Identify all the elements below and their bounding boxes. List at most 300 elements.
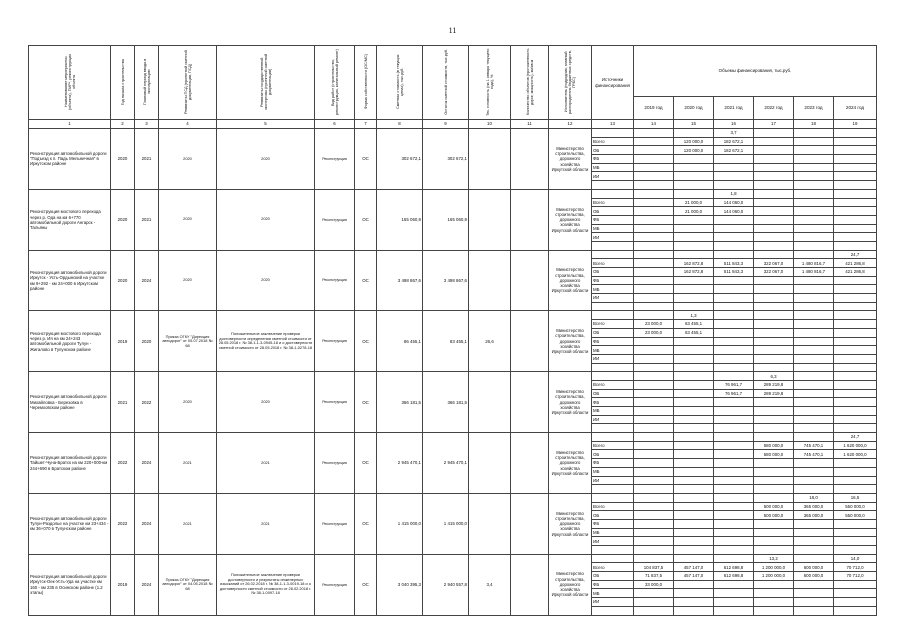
work-type: Реконструкция bbox=[315, 433, 355, 494]
funding-amount bbox=[754, 285, 794, 294]
funding-amount bbox=[714, 285, 754, 294]
funding-amount-blank bbox=[634, 546, 674, 555]
remaining-cost: 83 455,1 bbox=[423, 311, 469, 372]
project-row bbox=[29, 493, 877, 502]
commissioning-year: 2021 bbox=[135, 189, 159, 250]
funding-amount-blank bbox=[634, 181, 674, 190]
funding-amount: 63 455,1 bbox=[674, 328, 714, 337]
funding-amount: 365 000,0 bbox=[794, 502, 834, 511]
project-name: Реконструкция автомобильной дороги Тайшет-Чуна-Братск на км 220+000-км 244+690 в Братском районе bbox=[29, 433, 111, 494]
funding-amount: 457 147,0 bbox=[674, 572, 714, 581]
expertise-details: 2020 bbox=[217, 250, 315, 311]
source-blank bbox=[592, 129, 634, 138]
funding-source: МБ bbox=[592, 224, 634, 233]
funding-amount bbox=[834, 415, 877, 424]
year-share-percent: 16,5 bbox=[834, 493, 877, 502]
funding-amount-blank bbox=[674, 424, 714, 433]
year-share-percent bbox=[834, 311, 877, 320]
funding-amount bbox=[834, 467, 877, 476]
funding-amount-blank bbox=[834, 363, 877, 372]
remaining-cost: 1 415 000,0 bbox=[423, 493, 469, 554]
capacity bbox=[511, 129, 549, 190]
funding-amount bbox=[674, 519, 714, 528]
funding-source: ОБ bbox=[592, 268, 634, 277]
column-number: 18 bbox=[794, 120, 834, 129]
funding-amount bbox=[794, 389, 834, 398]
start-year: 2019 bbox=[111, 554, 135, 615]
funding-amount bbox=[794, 172, 834, 181]
column-number: 13 bbox=[592, 120, 634, 129]
funding-amount bbox=[754, 224, 794, 233]
funding-amount: 144 060,0 bbox=[714, 198, 754, 207]
funding-amount bbox=[634, 268, 674, 277]
funding-source: ФБ bbox=[592, 276, 634, 285]
start-year: 2020 bbox=[111, 129, 135, 190]
funding-amount bbox=[794, 215, 834, 224]
funding-amount: 500 000,0 bbox=[754, 511, 794, 520]
funding-amount bbox=[834, 285, 877, 294]
funding-amount-blank bbox=[834, 546, 877, 555]
funding-amount-blank bbox=[834, 485, 877, 494]
estimated-cost: 86 455,1 bbox=[377, 311, 423, 372]
funding-source: Всего bbox=[592, 380, 634, 389]
funding-amount bbox=[674, 511, 714, 520]
funding-amount bbox=[834, 407, 877, 416]
executor: Министерство строительства, дорожного хозяйства Иркутской области bbox=[549, 554, 592, 615]
funding-amount bbox=[674, 337, 714, 346]
commissioning-year: 2024 bbox=[135, 250, 159, 311]
column-number: 4 bbox=[159, 120, 217, 129]
source-blank bbox=[592, 250, 634, 259]
funding-amount bbox=[674, 172, 714, 181]
funding-amount bbox=[754, 476, 794, 485]
funding-amount bbox=[634, 407, 674, 416]
funding-source: ФБ bbox=[592, 398, 634, 407]
funding-amount: 1 620 000,0 bbox=[834, 441, 877, 450]
readiness-percent: 3,4 bbox=[469, 554, 511, 615]
funding-amount bbox=[634, 294, 674, 303]
expertise-details: 2021 bbox=[217, 433, 315, 494]
funding-amount bbox=[834, 172, 877, 181]
column-number: 17 bbox=[754, 120, 794, 129]
funding-amount: 76 961,7 bbox=[714, 380, 754, 389]
year-share-percent bbox=[634, 311, 674, 320]
funding-amount bbox=[714, 172, 754, 181]
source-blank bbox=[592, 554, 634, 563]
work-type: Реконструкция bbox=[315, 129, 355, 190]
start-year: 2019 bbox=[111, 311, 135, 372]
funding-amount-blank bbox=[754, 241, 794, 250]
year-share-percent: 14,0 bbox=[834, 554, 877, 563]
funding-amount: 289 219,8 bbox=[754, 380, 794, 389]
header-year: 2021 год bbox=[714, 97, 754, 120]
funding-amount bbox=[714, 415, 754, 424]
funding-amount bbox=[634, 285, 674, 294]
funding-amount bbox=[834, 163, 877, 172]
funding-amount bbox=[834, 537, 877, 546]
column-number: 14 bbox=[634, 120, 674, 129]
funding-amount-blank bbox=[754, 181, 794, 190]
source-blank bbox=[592, 372, 634, 381]
funding-amount bbox=[714, 337, 754, 346]
psd-details: Приказ ОГКУ "Дирекция автодорог" от 05.07.2018 № 68 bbox=[159, 311, 217, 372]
funding-amount bbox=[634, 233, 674, 242]
funding-amount: 289 219,8 bbox=[754, 389, 794, 398]
funding-amount bbox=[714, 528, 754, 537]
year-share-percent bbox=[794, 250, 834, 259]
psd-details: 2020 bbox=[159, 250, 217, 311]
funding-amount bbox=[714, 398, 754, 407]
funding-amount bbox=[834, 146, 877, 155]
column-number: 9 bbox=[423, 120, 469, 129]
ownership: ОС bbox=[355, 493, 377, 554]
funding-amount bbox=[794, 320, 834, 329]
funding-amount bbox=[834, 328, 877, 337]
funding-amount bbox=[794, 198, 834, 207]
funding-source: Всего bbox=[592, 198, 634, 207]
funding-source: ОБ bbox=[592, 207, 634, 216]
psd-details: 2020 bbox=[159, 129, 217, 190]
source-blank bbox=[592, 433, 634, 442]
funding-amount bbox=[714, 441, 754, 450]
project-row bbox=[29, 129, 877, 138]
funding-amount bbox=[794, 137, 834, 146]
funding-amount bbox=[674, 415, 714, 424]
funding-amount bbox=[834, 528, 877, 537]
funding-source: МБ bbox=[592, 163, 634, 172]
funding-amount bbox=[714, 459, 754, 468]
funding-amount bbox=[754, 589, 794, 598]
year-share-percent bbox=[674, 493, 714, 502]
funding-amount bbox=[634, 146, 674, 155]
year-share-percent bbox=[634, 189, 674, 198]
remaining-cost: 165 060,9 bbox=[423, 189, 469, 250]
funding-amount bbox=[714, 407, 754, 416]
header-psd: Реквизиты ПСД (проектной сметной документации, ПСД) bbox=[159, 46, 217, 120]
executor: Министерство строительства, дорожного хозяйства Иркутской области bbox=[549, 372, 592, 433]
source-blank bbox=[592, 493, 634, 502]
source-blank bbox=[592, 189, 634, 198]
funding-amount bbox=[674, 502, 714, 511]
funding-amount-blank bbox=[834, 241, 877, 250]
psd-details: 2020 bbox=[159, 372, 217, 433]
funding-amount bbox=[794, 146, 834, 155]
funding-amount-blank bbox=[794, 424, 834, 433]
funding-amount bbox=[834, 233, 877, 242]
column-number: 6 bbox=[315, 120, 355, 129]
financing-table bbox=[28, 45, 877, 616]
commissioning-year: 2024 bbox=[135, 554, 159, 615]
header-name: Наименование мероприятия (объекта), ПИР*, реконструкция объекта bbox=[29, 46, 111, 120]
funding-amount bbox=[794, 380, 834, 389]
funding-amount bbox=[754, 415, 794, 424]
year-share-percent bbox=[634, 493, 674, 502]
project-name: Реконструкция мостового перехода через р. Ия на км 24+243 автомобильной дороги Тулун - Жигалово в Тулунском районе bbox=[29, 311, 111, 372]
header-estimated-cost: Сметная стоимость (в текущих ценах), тыс.руб. bbox=[377, 46, 423, 120]
funding-source-blank bbox=[592, 241, 634, 250]
funding-amount bbox=[834, 354, 877, 363]
funding-source-blank bbox=[592, 485, 634, 494]
commissioning-year: 2024 bbox=[135, 433, 159, 494]
funding-amount bbox=[714, 467, 754, 476]
funding-amount-blank bbox=[674, 546, 714, 555]
funding-amount bbox=[754, 215, 794, 224]
header-capacity: Количество объектов (протяженность дорог, мощность), км/кв.м bbox=[511, 46, 549, 120]
funding-amount bbox=[754, 398, 794, 407]
funding-amount: 511 843,3 bbox=[714, 259, 754, 268]
funding-amount bbox=[634, 467, 674, 476]
capacity bbox=[511, 250, 549, 311]
funding-amount bbox=[754, 172, 794, 181]
funding-amount: 120 000,0 bbox=[674, 137, 714, 146]
funding-amount-blank bbox=[714, 606, 754, 615]
funding-amount bbox=[794, 398, 834, 407]
funding-amount bbox=[834, 215, 877, 224]
column-number: 15 bbox=[674, 120, 714, 129]
funding-source: ИИ bbox=[592, 233, 634, 242]
funding-amount: 600 000,0 bbox=[794, 572, 834, 581]
funding-amount bbox=[674, 380, 714, 389]
funding-source: ИИ bbox=[592, 537, 634, 546]
table-header-row bbox=[29, 46, 877, 97]
funding-source-blank bbox=[592, 363, 634, 372]
psd-details: Приказ ОГКУ "Дирекция автодорог" от 04.05.2018 № 68 bbox=[159, 554, 217, 615]
header-year: 2023 год bbox=[794, 97, 834, 120]
start-year: 2020 bbox=[111, 250, 135, 311]
funding-amount bbox=[794, 163, 834, 172]
funding-amount: 322 067,0 bbox=[754, 268, 794, 277]
year-share-percent: 1,8 bbox=[714, 189, 754, 198]
year-share-percent bbox=[714, 493, 754, 502]
funding-amount bbox=[754, 233, 794, 242]
funding-amount bbox=[634, 354, 674, 363]
funding-amount bbox=[754, 537, 794, 546]
funding-amount bbox=[754, 207, 794, 216]
work-type: Реконструкция bbox=[315, 250, 355, 311]
year-share-percent bbox=[674, 250, 714, 259]
funding-amount bbox=[674, 450, 714, 459]
funding-amount: 1 480 816,7 bbox=[794, 268, 834, 277]
funding-source-blank bbox=[592, 181, 634, 190]
funding-amount bbox=[794, 415, 834, 424]
year-share-percent bbox=[674, 372, 714, 381]
psd-details: 2020 bbox=[159, 189, 217, 250]
ownership: ОС bbox=[355, 372, 377, 433]
funding-amount bbox=[834, 589, 877, 598]
funding-amount bbox=[674, 155, 714, 164]
year-share-percent bbox=[754, 493, 794, 502]
funding-amount-blank bbox=[754, 302, 794, 311]
funding-amount bbox=[634, 511, 674, 520]
funding-amount bbox=[674, 346, 714, 355]
header-executor: Исполнитель (подрядчик, главный распорядитель бюджетных средств, ГРБС) bbox=[549, 46, 592, 120]
year-share-percent bbox=[834, 189, 877, 198]
funding-amount-blank bbox=[794, 546, 834, 555]
funding-amount bbox=[834, 459, 877, 468]
funding-amount bbox=[794, 519, 834, 528]
funding-amount-blank bbox=[834, 424, 877, 433]
remaining-cost: 2 940 557,8 bbox=[423, 554, 469, 615]
year-share-percent bbox=[674, 554, 714, 563]
year-share-percent: 6,3 bbox=[754, 372, 794, 381]
year-share-percent bbox=[794, 129, 834, 138]
funding-amount-blank bbox=[634, 363, 674, 372]
year-share-percent bbox=[714, 554, 754, 563]
header-sources: Источники финансирования bbox=[592, 46, 634, 120]
funding-amount bbox=[754, 146, 794, 155]
funding-amount: 322 067,0 bbox=[754, 259, 794, 268]
funding-amount: 23 000,0 bbox=[634, 328, 674, 337]
project-row bbox=[29, 433, 877, 442]
funding-amount bbox=[714, 511, 754, 520]
funding-amount bbox=[674, 389, 714, 398]
expertise-details: Положительное заключение проверки достоверности определения сметной стоимости от 28.05.2018 г. № 38-1-1-3-0945-18 и о достоверности сметной стоимости от 28.05.2018 г. № 38-1-0278-18 bbox=[217, 311, 315, 372]
capacity bbox=[511, 433, 549, 494]
year-share-percent bbox=[754, 250, 794, 259]
funding-amount bbox=[634, 259, 674, 268]
column-number: 5 bbox=[217, 120, 315, 129]
funding-amount-blank bbox=[794, 181, 834, 190]
funding-amount bbox=[834, 320, 877, 329]
funding-amount bbox=[754, 528, 794, 537]
funding-source: ОБ bbox=[592, 328, 634, 337]
estimated-cost: 3 040 395,3 bbox=[377, 554, 423, 615]
funding-amount bbox=[634, 398, 674, 407]
funding-amount: 745 470,1 bbox=[794, 441, 834, 450]
funding-amount bbox=[634, 155, 674, 164]
funding-source: ОБ bbox=[592, 146, 634, 155]
commissioning-year: 2022 bbox=[135, 372, 159, 433]
funding-source-blank bbox=[592, 546, 634, 555]
funding-amount bbox=[634, 346, 674, 355]
funding-amount-blank bbox=[714, 424, 754, 433]
funding-amount bbox=[754, 337, 794, 346]
funding-amount-blank bbox=[754, 546, 794, 555]
funding-amount bbox=[714, 598, 754, 607]
funding-source: ОБ bbox=[592, 389, 634, 398]
funding-amount bbox=[794, 589, 834, 598]
year-share-percent bbox=[634, 372, 674, 381]
funding-amount bbox=[674, 528, 714, 537]
funding-amount bbox=[634, 276, 674, 285]
readiness-percent bbox=[469, 129, 511, 190]
work-type: Реконструкция bbox=[315, 189, 355, 250]
psd-details: 2021 bbox=[159, 433, 217, 494]
year-share-percent bbox=[794, 311, 834, 320]
expertise-details: 2020 bbox=[217, 129, 315, 190]
year-share-percent bbox=[754, 129, 794, 138]
funding-amount bbox=[714, 155, 754, 164]
funding-amount-blank bbox=[674, 241, 714, 250]
funding-amount: 580 000,0 bbox=[754, 441, 794, 450]
funding-amount bbox=[834, 294, 877, 303]
funding-amount bbox=[834, 137, 877, 146]
funding-amount bbox=[634, 224, 674, 233]
column-number: 12 bbox=[549, 120, 592, 129]
readiness-percent: 26,6 bbox=[469, 311, 511, 372]
funding-amount bbox=[634, 198, 674, 207]
commissioning-year: 2020 bbox=[135, 311, 159, 372]
header-readiness: Тех. готовность (на 1 января текущего года), % bbox=[469, 46, 511, 120]
funding-amount bbox=[634, 207, 674, 216]
funding-source: МБ bbox=[592, 407, 634, 416]
project-name: Реконструкция автомобильной дороги Михайловка - Березовка в Черемховском районе bbox=[29, 372, 111, 433]
readiness-percent bbox=[469, 433, 511, 494]
funding-amount bbox=[754, 346, 794, 355]
ownership: ОС bbox=[355, 189, 377, 250]
funding-amount bbox=[714, 476, 754, 485]
funding-amount bbox=[794, 224, 834, 233]
funding-source: ИИ bbox=[592, 354, 634, 363]
funding-source: ИИ bbox=[592, 172, 634, 181]
expertise-details: 2021 bbox=[217, 493, 315, 554]
funding-amount bbox=[714, 519, 754, 528]
funding-amount: 76 961,7 bbox=[714, 389, 754, 398]
funding-amount bbox=[754, 467, 794, 476]
year-share-percent bbox=[634, 433, 674, 442]
funding-amount: 182 672,1 bbox=[714, 146, 754, 155]
funding-source: ФБ bbox=[592, 337, 634, 346]
column-number: 11 bbox=[511, 120, 549, 129]
year-share-percent: 13,2 bbox=[754, 554, 794, 563]
work-type: Реконструкция bbox=[315, 554, 355, 615]
funding-amount bbox=[714, 276, 754, 285]
funding-source: Всего bbox=[592, 502, 634, 511]
year-share-percent bbox=[834, 129, 877, 138]
funding-amount-blank bbox=[794, 302, 834, 311]
funding-amount: 1 200 000,0 bbox=[754, 563, 794, 572]
work-type: Реконструкция bbox=[315, 372, 355, 433]
funding-amount bbox=[754, 137, 794, 146]
funding-amount: 365 000,0 bbox=[794, 511, 834, 520]
year-share-percent bbox=[634, 250, 674, 259]
funding-amount bbox=[714, 450, 754, 459]
funding-amount bbox=[834, 580, 877, 589]
funding-amount bbox=[674, 537, 714, 546]
year-share-percent bbox=[794, 554, 834, 563]
estimated-cost: 3 498 867,6 bbox=[377, 250, 423, 311]
column-number: 8 bbox=[377, 120, 423, 129]
funding-amount bbox=[714, 502, 754, 511]
funding-amount bbox=[714, 224, 754, 233]
year-share-percent bbox=[714, 250, 754, 259]
funding-amount bbox=[794, 294, 834, 303]
funding-amount bbox=[714, 233, 754, 242]
funding-amount-blank bbox=[634, 606, 674, 615]
remaining-cost: 2 945 470,1 bbox=[423, 433, 469, 494]
funding-amount: 182 672,1 bbox=[714, 137, 754, 146]
year-share-percent bbox=[634, 554, 674, 563]
funding-amount bbox=[794, 328, 834, 337]
funding-amount: 1 480 816,7 bbox=[794, 259, 834, 268]
funding-amount bbox=[754, 276, 794, 285]
funding-amount bbox=[714, 328, 754, 337]
capacity bbox=[511, 189, 549, 250]
funding-amount bbox=[634, 137, 674, 146]
funding-amount bbox=[834, 224, 877, 233]
funding-amount bbox=[634, 450, 674, 459]
funding-amount bbox=[674, 276, 714, 285]
year-share-percent bbox=[794, 372, 834, 381]
readiness-percent bbox=[469, 493, 511, 554]
estimated-cost: 1 415 000,0 bbox=[377, 493, 423, 554]
funding-amount-blank bbox=[714, 485, 754, 494]
funding-amount: 550 000,0 bbox=[834, 502, 877, 511]
funding-amount bbox=[674, 294, 714, 303]
executor: Министерство строительства, дорожного хозяйства Иркутской области bbox=[549, 493, 592, 554]
commissioning-year: 2024 bbox=[135, 493, 159, 554]
funding-amount bbox=[794, 537, 834, 546]
